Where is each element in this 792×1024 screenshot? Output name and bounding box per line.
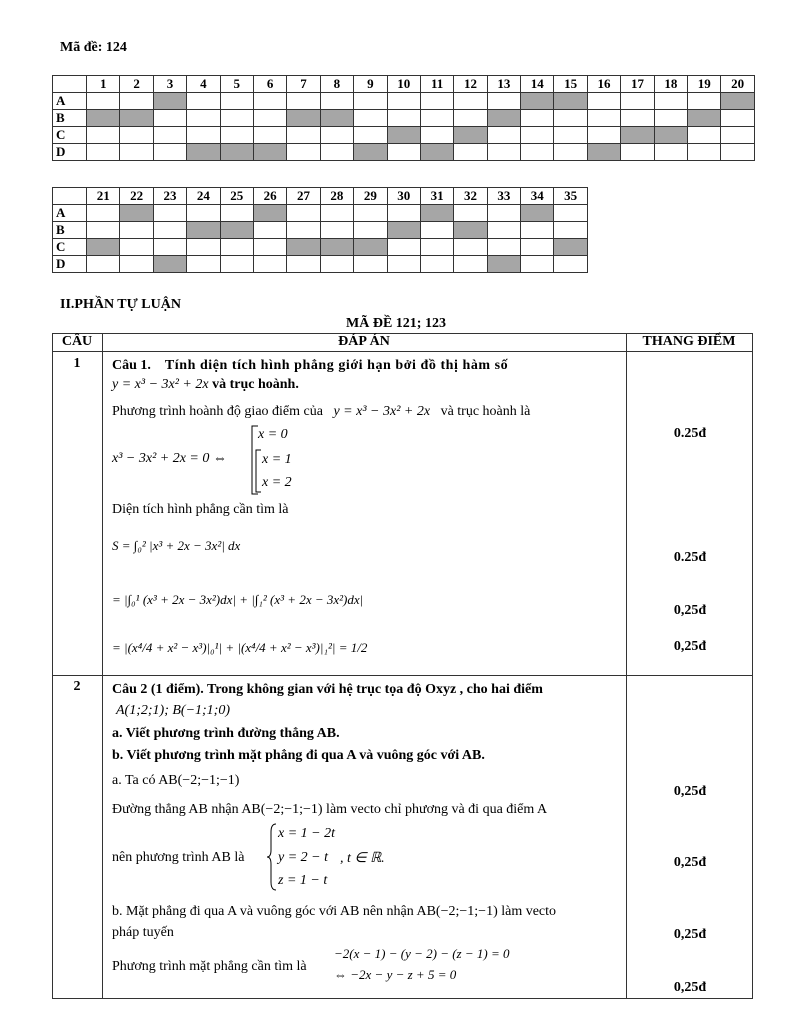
- grid-cell: [587, 127, 620, 144]
- grid-column-header: 33: [487, 188, 520, 205]
- grid-column-header: 6: [253, 76, 286, 93]
- q1-split-eq: = |∫₀¹ (x³ + 2x − 3x²)dx| + |∫₁² (x³ + 2x − 3x²)dx|: [112, 592, 364, 607]
- grid-cell: [521, 110, 554, 127]
- q2-sol-a2: Đường thẳng AB nhận AB(−2;−1;−1) làm vecto chỉ phương và đi qua điểm A: [112, 802, 548, 817]
- q1-line1: [112, 404, 530, 420]
- grid-column-header: 8: [320, 76, 353, 93]
- grid-column-header: 27: [287, 188, 320, 205]
- grid-cell-marked: [153, 93, 186, 110]
- q2-sol-b2: pháp tuyến: [112, 925, 174, 940]
- grid-cell: [387, 110, 420, 127]
- grid-cell: [454, 110, 487, 127]
- grid-column-header: 3: [153, 76, 186, 93]
- grid-cell: [354, 110, 387, 127]
- grid-cell: [454, 93, 487, 110]
- grid-cell: [354, 205, 387, 222]
- grid-cell: [220, 110, 253, 127]
- grid-column-header: 17: [621, 76, 654, 93]
- grid-row-a: [53, 205, 588, 222]
- grid-cell: [253, 110, 286, 127]
- grid-cell: [487, 222, 520, 239]
- grid-cell-marked: [153, 256, 186, 273]
- grid-column-header: 22: [120, 188, 153, 205]
- grid-cell: [387, 256, 420, 273]
- q2-score-1: 0,25đ: [673, 784, 707, 799]
- grid-cell: [253, 256, 286, 273]
- grid-column-header: 12: [454, 76, 487, 93]
- grid-cell-marked: [420, 205, 453, 222]
- grid-row-label: A: [53, 93, 87, 110]
- grid-cell: [187, 239, 220, 256]
- grid-row-label: A: [53, 205, 87, 222]
- grid-cell: [521, 222, 554, 239]
- grid-cell-marked: [654, 127, 687, 144]
- grid-column-header: 32: [454, 188, 487, 205]
- grid-cell: [120, 127, 153, 144]
- grid-cell: [420, 256, 453, 273]
- grid-cell: [554, 222, 587, 239]
- grid-cell-marked: [287, 110, 320, 127]
- grid-cell: [420, 222, 453, 239]
- grid-cell: [153, 127, 186, 144]
- grid-cell-marked: [120, 110, 153, 127]
- grid-column-header: 4: [187, 76, 220, 93]
- grid-cell: [153, 144, 186, 161]
- q1-title-line2: [112, 377, 299, 393]
- grid-cell: [387, 239, 420, 256]
- grid-row-d: [53, 256, 588, 273]
- grid-cell: [120, 256, 153, 273]
- grid-cell: [521, 144, 554, 161]
- q2-sol-b1: b. Mặt phẳng đi qua A và vuông góc với AB nên nhận AB(−2;−1;−1) làm vecto: [112, 904, 557, 919]
- grid-cell: [454, 205, 487, 222]
- grid-row-label: D: [53, 144, 87, 161]
- grid-cell: [354, 256, 387, 273]
- grid-cell: [420, 110, 453, 127]
- grid-cell: [220, 256, 253, 273]
- grid-row-label: B: [53, 110, 87, 127]
- grid-cell: [220, 205, 253, 222]
- grid-cell: [253, 239, 286, 256]
- q2-plane1: −2(x − 1) − (y − 2) − (z − 1) = 0: [334, 946, 510, 961]
- grid-cell-marked: [721, 93, 754, 110]
- grid-column-header: 1: [87, 76, 120, 93]
- grid-cell: [721, 110, 754, 127]
- grid-column-header: 10: [387, 76, 420, 93]
- grid-column-header: 21: [87, 188, 120, 205]
- grid-row-label: D: [53, 256, 87, 273]
- grid-cell: [153, 205, 186, 222]
- q2-param-tail: , t ∈ ℝ.: [340, 851, 385, 866]
- grid-cell-marked: [187, 222, 220, 239]
- grid-cell: [487, 205, 520, 222]
- grid-cell: [287, 205, 320, 222]
- q1-root2: x = 1: [262, 452, 292, 467]
- grid-cell: [487, 239, 520, 256]
- grid-cell: [420, 127, 453, 144]
- grid-column-header: 25: [220, 188, 253, 205]
- grid-cell: [287, 127, 320, 144]
- grid-cell: [521, 239, 554, 256]
- grid-cell: [554, 110, 587, 127]
- grid-column-header: 2: [120, 76, 153, 93]
- grid-cell: [621, 93, 654, 110]
- grid-cell: [587, 93, 620, 110]
- grid-column-header: 31: [420, 188, 453, 205]
- grid-cell: [253, 222, 286, 239]
- answer-grid-2: [52, 187, 588, 273]
- grid-cell-marked: [688, 110, 721, 127]
- grid-cell: [554, 256, 587, 273]
- q2-score-2: 0,25đ: [673, 855, 707, 870]
- grid-cell: [387, 205, 420, 222]
- grid-cell: [721, 127, 754, 144]
- grid-cell-marked: [87, 239, 120, 256]
- grid-cell-marked: [220, 222, 253, 239]
- grid-cell: [87, 144, 120, 161]
- q2-points: A(1;2;1); B(−1;1;0): [116, 703, 231, 718]
- grid-cell: [387, 93, 420, 110]
- grid-cell: [253, 127, 286, 144]
- grid-cell: [253, 93, 286, 110]
- grid-row-label: C: [53, 239, 87, 256]
- grid-cell: [320, 222, 353, 239]
- grid-cell: [487, 93, 520, 110]
- grid-cell: [621, 110, 654, 127]
- grid-cell-marked: [387, 222, 420, 239]
- grid-cell-marked: [253, 205, 286, 222]
- grid-row-label: B: [53, 222, 87, 239]
- grid-cell: [320, 256, 353, 273]
- q1-root3: x = 2: [262, 475, 292, 490]
- q2-part-b: b. Viết phương trình mặt phẳng đi qua A và vuông góc với AB.: [112, 748, 485, 763]
- q1-title-text: Tính diện tích hình phẳng giới hạn bởi đồ thị hàm số: [164, 358, 509, 373]
- q1-score-2: 0.25đ: [673, 550, 707, 565]
- grid-column-header: 14: [521, 76, 554, 93]
- grid-cell-marked: [487, 110, 520, 127]
- grid-column-header: 11: [420, 76, 453, 93]
- q1-area-eq: S = ∫₀² |x³ + 2x − 3x²| dx: [112, 538, 241, 553]
- grid-column-header: 30: [387, 188, 420, 205]
- grid-cell: [354, 222, 387, 239]
- grid-column-header: 7: [287, 76, 320, 93]
- q2-sol-a1: a. Ta có AB(−2;−1;−1): [112, 773, 240, 788]
- q1-score-4: 0,25đ: [673, 639, 707, 654]
- grid-cell: [487, 127, 520, 144]
- grid-cell: [454, 239, 487, 256]
- q1-line1-tail: và trục hoành là: [440, 404, 531, 419]
- grid-cell: [287, 144, 320, 161]
- grid-column-header: 34: [521, 188, 554, 205]
- grid-cell-marked: [220, 144, 253, 161]
- grid-cell: [487, 144, 520, 161]
- grid-cell-marked: [354, 239, 387, 256]
- q1-number: 1: [73, 356, 81, 371]
- q1-score-1: 0.25đ: [673, 426, 707, 441]
- grid-cell-marked: [420, 144, 453, 161]
- grid-cell: [721, 144, 754, 161]
- q1-eq-left: x³ − 3x² + 2x = 0 ⇔: [112, 451, 227, 466]
- grid-cell: [187, 256, 220, 273]
- grid-cell: [87, 127, 120, 144]
- grid-column-header: 23: [153, 188, 186, 205]
- grid-cell: [287, 256, 320, 273]
- q2-number: 2: [73, 679, 81, 694]
- grid-row-b: [53, 222, 588, 239]
- q2-title: Câu 2 (1 điểm). Trong không gian với hệ trục tọa độ Oxyz , cho hai điểm: [112, 682, 543, 697]
- grid-cell: [688, 144, 721, 161]
- grid-column-header: 28: [320, 188, 353, 205]
- q1-root1: x = 0: [258, 427, 288, 442]
- grid-column-header: 29: [354, 188, 387, 205]
- grid-cell: [521, 256, 554, 273]
- q2-score-3: 0,25đ: [673, 927, 707, 942]
- answer-key-title: MÃ ĐỀ 121; 123: [346, 316, 446, 331]
- grid-cell: [554, 144, 587, 161]
- grid-cell: [153, 110, 186, 127]
- grid-cell: [287, 222, 320, 239]
- grid-cell: [187, 127, 220, 144]
- q2-plane2: ⇔ −2x − y − z + 5 = 0: [334, 967, 457, 982]
- grid-cell: [521, 127, 554, 144]
- q2-brace: [266, 822, 278, 892]
- q2-score-4: 0,25đ: [673, 980, 707, 995]
- grid-cell: [120, 93, 153, 110]
- grid-cell: [387, 144, 420, 161]
- grid-row-c: [53, 127, 755, 144]
- q2-part-a: a. Viết phương trình đường thẳng AB.: [112, 726, 340, 741]
- grid-cell: [621, 144, 654, 161]
- grid-cell: [287, 93, 320, 110]
- header-question: CÂU: [61, 334, 93, 349]
- grid-column-header: 18: [654, 76, 687, 93]
- grid-cell: [554, 127, 587, 144]
- grid-column-header: 9: [354, 76, 387, 93]
- answer-grid-1: [52, 75, 755, 161]
- grid-cell-marked: [187, 144, 220, 161]
- grid-cell: [354, 93, 387, 110]
- q2-sol-b3: Phương trình mặt phẳng cần tìm là: [112, 959, 307, 974]
- grid-column-header: 26: [253, 188, 286, 205]
- grid-cell: [454, 144, 487, 161]
- grid-cell: [220, 127, 253, 144]
- header-answer: ĐÁP ÁN: [338, 334, 390, 349]
- header-score: THANG ĐIỂM: [642, 334, 736, 349]
- grid-cell: [654, 110, 687, 127]
- grid-cell-marked: [521, 93, 554, 110]
- grid-cell-marked: [320, 239, 353, 256]
- grid-cell-marked: [120, 205, 153, 222]
- grid-cell: [420, 93, 453, 110]
- grid-cell: [87, 222, 120, 239]
- grid-cell: [187, 205, 220, 222]
- grid-column-header: 35: [554, 188, 587, 205]
- q2-param2: y = 2 − t: [278, 850, 328, 865]
- q1-result-eq: = |(x⁴/4 + x² − x³)|₀¹| + |(x⁴/4 + x² − x³)|₁²| = 1/2: [112, 640, 368, 655]
- grid-cell-marked: [454, 222, 487, 239]
- grid-cell: [554, 205, 587, 222]
- q1-line1-eq: y = x³ − 3x² + 2x: [333, 404, 431, 419]
- q1-title-tail: và trục hoành.: [212, 377, 299, 392]
- grid-cell: [688, 127, 721, 144]
- grid-cell: [153, 222, 186, 239]
- q1-line1-text: Phương trình hoành độ giao điểm của: [112, 404, 323, 419]
- grid-cell-marked: [87, 110, 120, 127]
- grid-column-header: 20: [721, 76, 754, 93]
- grid-cell-marked: [454, 127, 487, 144]
- grid-cell: [187, 110, 220, 127]
- grid-cell-marked: [287, 239, 320, 256]
- grid-cell: [153, 239, 186, 256]
- q1-title-label: Câu 1.: [112, 358, 151, 373]
- grid-cell: [120, 222, 153, 239]
- grid-cell: [187, 93, 220, 110]
- grid-cell-marked: [487, 256, 520, 273]
- grid-row-a: [53, 93, 755, 110]
- grid-cell: [688, 93, 721, 110]
- grid-cell: [87, 93, 120, 110]
- grid-cell: [220, 239, 253, 256]
- grid-row-b: [53, 110, 755, 127]
- grid-corner: [53, 188, 87, 205]
- grid-cell: [320, 93, 353, 110]
- grid-cell-marked: [554, 239, 587, 256]
- q2-sol-a3: nên phương trình AB là: [112, 850, 245, 865]
- grid-cell: [320, 144, 353, 161]
- grid-cell: [220, 93, 253, 110]
- grid-cell-marked: [521, 205, 554, 222]
- grid-cell-marked: [320, 110, 353, 127]
- q1-area-label: Diện tích hình phẳng cần tìm là: [112, 502, 289, 517]
- q2-param3: z = 1 − t: [278, 873, 328, 888]
- grid-row-d: [53, 144, 755, 161]
- grid-cell-marked: [621, 127, 654, 144]
- grid-column-header: 15: [554, 76, 587, 93]
- grid-cell: [320, 205, 353, 222]
- grid-cell: [87, 256, 120, 273]
- grid-cell-marked: [554, 93, 587, 110]
- grid-cell-marked: [587, 144, 620, 161]
- grid-cell: [654, 93, 687, 110]
- grid-cell: [654, 144, 687, 161]
- grid-cell: [120, 239, 153, 256]
- grid-row-label: C: [53, 127, 87, 144]
- q2-param1: x = 1 − 2t: [278, 826, 335, 841]
- grid-cell: [454, 256, 487, 273]
- grid-cell: [354, 127, 387, 144]
- grid-cell: [120, 144, 153, 161]
- q1-score-3: 0,25đ: [673, 603, 707, 618]
- grid-corner: [53, 76, 87, 93]
- grid-row-c: [53, 239, 588, 256]
- grid-cell-marked: [387, 127, 420, 144]
- grid-column-header: 5: [220, 76, 253, 93]
- grid-column-header: 19: [688, 76, 721, 93]
- grid-column-header: 16: [587, 76, 620, 93]
- section-title: II.PHẦN TỰ LUẬN: [60, 297, 181, 312]
- q1-title: [112, 358, 508, 374]
- exam-code: Mã đề: 124: [60, 40, 127, 55]
- grid-cell-marked: [354, 144, 387, 161]
- grid-column-header: 24: [187, 188, 220, 205]
- grid-column-header: 13: [487, 76, 520, 93]
- grid-cell: [587, 110, 620, 127]
- q1-title-eq: y = x³ − 3x² + 2x: [112, 377, 209, 392]
- grid-cell: [320, 127, 353, 144]
- grid-cell-marked: [253, 144, 286, 161]
- grid-cell: [87, 205, 120, 222]
- grid-cell: [420, 239, 453, 256]
